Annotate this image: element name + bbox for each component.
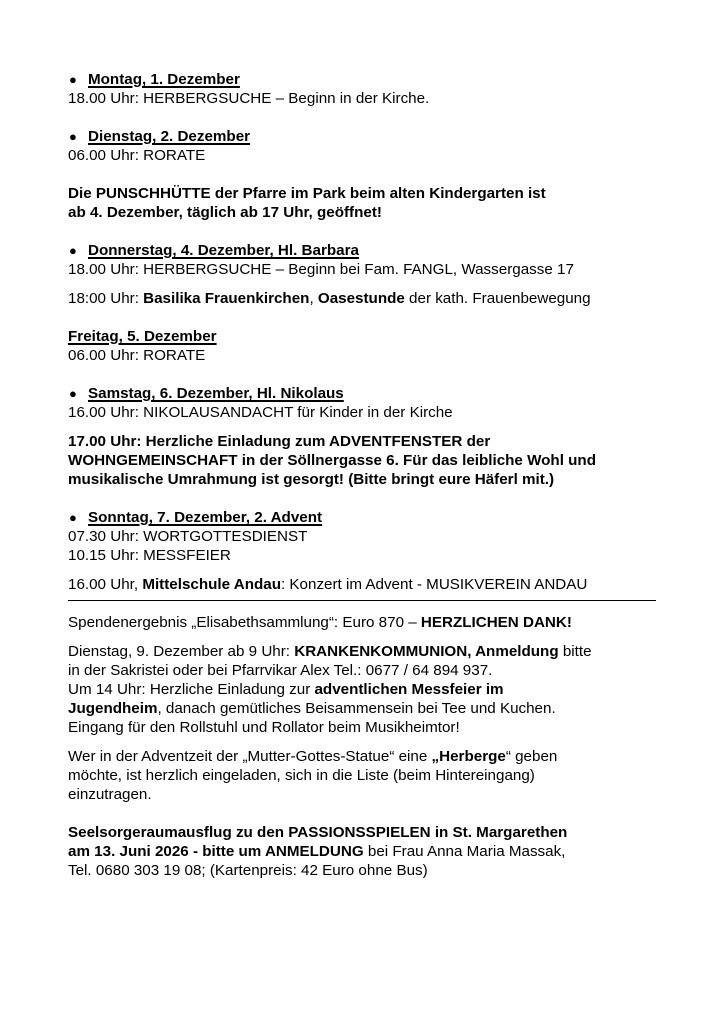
event-heading-day7 [68, 508, 668, 527]
advent-window-line: 17.00 Uhr: Herzliche Einladung zum ADVENTFENSTER der [68, 433, 491, 450]
bullet-icon: ● [69, 129, 77, 144]
event-heading-day2 [68, 127, 668, 146]
bullet-icon: ● [69, 510, 77, 525]
event-heading-day6 [68, 384, 668, 403]
event-time: 18.00 Uhr: HERBERGSUCHE – Beginn in der Kirche. [68, 90, 430, 107]
event-time: 16.00 Uhr: NIKOLAUSANDACHT für Kinder in der Kirche [68, 404, 453, 421]
concert-line: 16.00 Uhr, Mittelschule Andau: Konzert im Advent - MUSIKVEREIN ANDAU [68, 576, 588, 593]
event-time: 18:00 Uhr: Basilika Frauenkirchen, Oasestunde der kath. Frauenbewegung [68, 290, 591, 307]
donation-line: Spendenergebnis „Elisabethsammlung“: Euro 870 – HERZLICHEN DANK! [68, 614, 572, 631]
communion-line: Jugendheim, danach gemütliches Beisammensein bei Tee und Kuchen. [68, 700, 556, 717]
punsch-notice-line: Die PUNSCHHÜTTE der Pfarre im Park beim alten Kindergarten ist [68, 185, 546, 202]
communion-line: Eingang für den Rollstuhl und Rollator beim Musikheimtor! [68, 719, 460, 736]
advent-window-line: musikalische Umrahmung ist gesorgt! (Bitte bringt eure Häferl mit.) [68, 471, 555, 488]
herberge-line: einzutragen. [68, 786, 152, 803]
event-time: 18.00 Uhr: HERBERGSUCHE – Beginn bei Fam. FANGL, Wassergasse 17 [68, 261, 574, 278]
event-heading-day1 [68, 70, 668, 89]
event-date: Freitag, 5. Dezember [68, 328, 217, 345]
bullet-icon: ● [69, 72, 77, 87]
event-time: 06.00 Uhr: RORATE [68, 347, 206, 364]
herberge-line: möchte, ist herzlich eingeladen, sich in die Liste (beim Hintereingang) [68, 767, 535, 784]
divider [68, 600, 656, 601]
communion-line: in der Sakristei oder bei Pfarrvikar Alex Tel.: 0677 / 64 894 937. [68, 662, 493, 679]
event-heading-day4 [68, 241, 668, 260]
advent-window-line: WOHNGEMEINSCHAFT in der Söllnergasse 6. Für das leibliche Wohl und [68, 452, 596, 469]
bullet-icon: ● [69, 243, 77, 258]
event-date: Dienstag, 2. Dezember [88, 128, 251, 145]
event-date: Montag, 1. Dezember [88, 71, 240, 88]
event-time: 10.15 Uhr: MESSFEIER [68, 547, 231, 564]
event-date: Donnerstag, 4. Dezember, Hl. Barbara [88, 242, 359, 259]
event-date: Sonntag, 7. Dezember, 2. Advent [88, 509, 323, 526]
event-time: 06.00 Uhr: RORATE [68, 147, 206, 164]
bullet-icon: ● [69, 386, 77, 401]
event-date: Samstag, 6. Dezember, Hl. Nikolaus [88, 385, 344, 402]
event-time: 07.30 Uhr: WORTGOTTESDIENST [68, 528, 308, 545]
event-heading-day5 [68, 327, 668, 346]
trip-line: Seelsorgeraumausflug zu den PASSIONSSPIELEN in St. Margarethen [68, 824, 568, 841]
punsch-notice-line: ab 4. Dezember, täglich ab 17 Uhr, geöffnet! [68, 204, 382, 221]
communion-line: Dienstag, 9. Dezember ab 9 Uhr: KRANKENKOMMUNION, Anmeldung bitte [68, 643, 592, 660]
trip-line: Tel. 0680 303 19 08; (Kartenpreis: 42 Euro ohne Bus) [68, 862, 428, 879]
communion-line: Um 14 Uhr: Herzliche Einladung zur adventlichen Messfeier im [68, 681, 504, 698]
trip-line: am 13. Juni 2026 - bitte um ANMELDUNG bei Frau Anna Maria Massak, [68, 843, 566, 860]
herberge-line: Wer in der Adventzeit der „Mutter-Gottes-Statue“ eine „Herberge“ geben [68, 748, 558, 765]
page-content [68, 70, 668, 880]
